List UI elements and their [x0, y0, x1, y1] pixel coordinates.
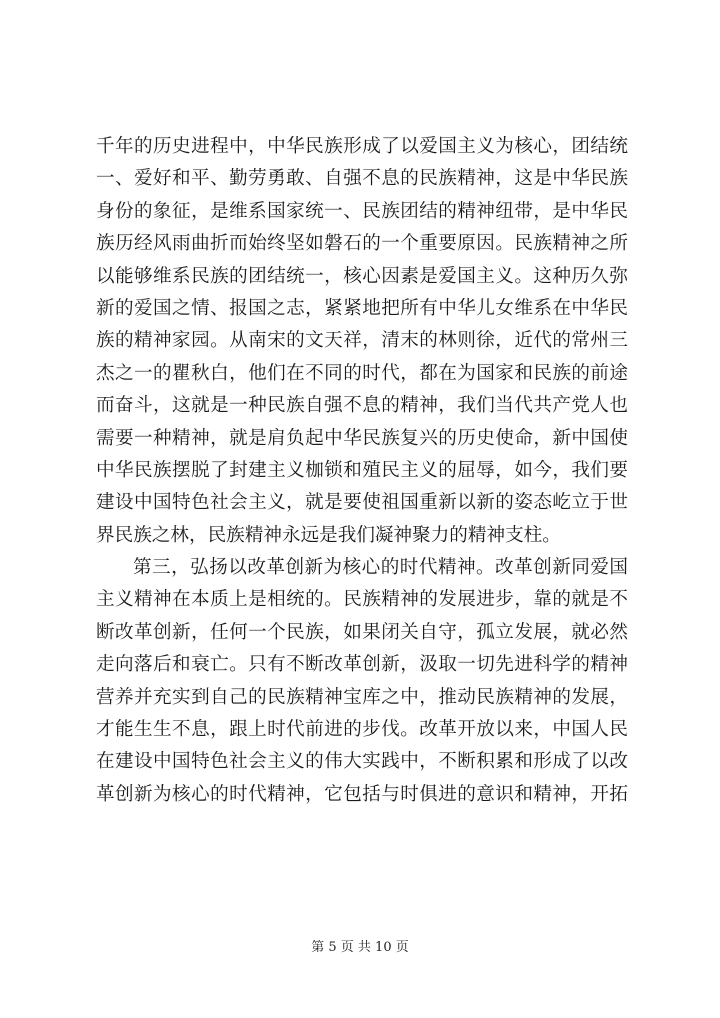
body-text	[96, 131, 628, 811]
text-line: 在建设中国特色社会主义的伟大实践中，不断积累和形成了以改	[96, 751, 628, 773]
text-line: 族历经风雨曲折而始终坚如磐石的一个重要原因。民族精神之所	[96, 233, 628, 255]
text-line: 走向落后和衰亡。只有不断改革创新，汲取一切先进科学的精神	[96, 654, 628, 676]
text-line: 中华民族摆脱了封建主义枷锁和殖民主义的屈辱，如今，我们要	[96, 459, 628, 481]
text-line: 以能够维系民族的团结统一，核心因素是爱国主义。这种历久弥	[96, 265, 628, 287]
paragraph-reform-innovation	[96, 552, 628, 811]
text-line: 需要一种精神，就是肩负起中华民族复兴的历史使命，新中国使	[96, 427, 628, 449]
page-number-footer: 第 5 页 共 10 页	[311, 940, 409, 955]
text-line: 营养并充实到自己的民族精神宝库之中，推动民族精神的发展，	[96, 686, 628, 708]
text-line: 革创新为核心的时代精神，它包括与时俱进的意识和精神，开拓	[96, 783, 628, 805]
text-line: 身份的象征，是维系国家统一、民族团结的精神纽带，是中华民	[96, 200, 628, 222]
text-line: 杰之一的瞿秋白，他们在不同的时代，都在为国家和民族的前途	[96, 362, 628, 384]
text-line: 建设中国特色社会主义，就是要使祖国重新以新的姿态屹立于世	[96, 492, 628, 514]
text-line: 第三，弘扬以改革创新为核心的时代精神。改革创新同爱国	[133, 557, 628, 579]
text-line: 族的精神家园。从南宋的文天祥，清末的林则徐，近代的常州三	[96, 330, 628, 352]
text-line: 而奋斗，这就是一种民族自强不息的精神，我们当代共产党人也	[96, 395, 628, 417]
text-line: 主义精神在本质上是相统的。民族精神的发展进步，靠的就是不	[96, 589, 628, 611]
text-line: 断改革创新，任何一个民族，如果闭关自守，孤立发展，就必然	[96, 621, 628, 643]
text-line: 新的爱国之情、报国之志，紧紧地把所有中华儿女维系在中华民	[96, 297, 628, 319]
text-line: 才能生生不息，跟上时代前进的步伐。改革开放以来，中国人民	[96, 719, 628, 741]
text-line: 千年的历史进程中，中华民族形成了以爱国主义为核心，团结统	[96, 136, 628, 157]
paragraph-patriotism	[96, 131, 628, 552]
text-line: 一、爱好和平、勤劳勇敢、自强不息的民族精神，这是中华民族	[96, 168, 628, 190]
text-line: 界民族之林，民族精神永远是我们凝神聚力的精神支柱。	[96, 524, 561, 546]
